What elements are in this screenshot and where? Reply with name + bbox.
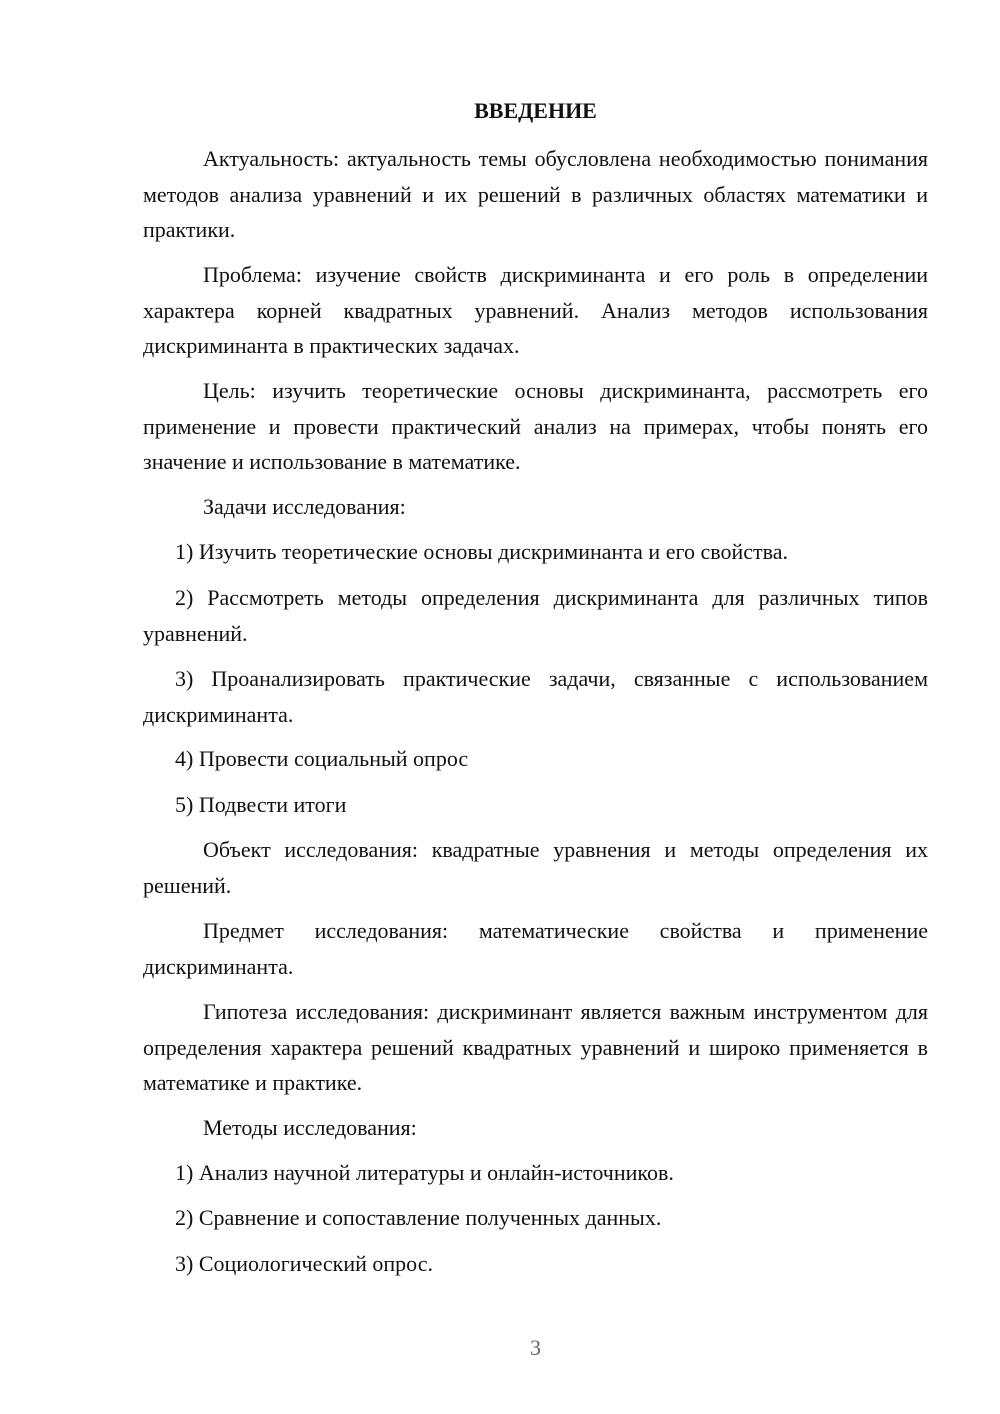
page-title: ВВЕДЕНИЕ <box>474 98 597 123</box>
list-item-method-3: 3) Социологический опрос. <box>175 1251 433 1276</box>
paragraph-object: Объект исследования: квадратные уравнения и методы определения их решений. <box>143 837 928 898</box>
paragraph-problem: Проблема: изучение свойств дискриминанта и его роль в определении характера корней квадратных уравнений. Анализ методов использования дискриминанта в практических задачах. <box>143 262 928 358</box>
paragraph-hypothesis: Гипотеза исследования: дискриминант является важным инструментом для определения характера решений квадратных уравнений и широко применяется в математике и практике. <box>143 999 928 1095</box>
paragraph-goal: Цель: изучить теоретические основы дискриминанта, рассмотреть его применение и провести практический анализ на примерах, чтобы понять его значение и использование в математике. <box>143 378 928 474</box>
document-page <box>143 0 928 1414</box>
paragraph-relevance: Актуальность: актуальность темы обусловлена необходимостью понимания методов анализа уравнений и их решений в различных областях математики и практики. <box>143 146 928 242</box>
list-item-task-4: 4) Провести социальный опрос <box>175 746 469 771</box>
list-item-task-1: 1) Изучить теоретические основы дискриминанта и его свойства. <box>175 539 788 564</box>
list-item-method-1: 1) Анализ научной литературы и онлайн-источников. <box>175 1160 674 1185</box>
paragraph-methods-heading: Методы исследования: <box>203 1115 417 1140</box>
list-item-method-2: 2) Сравнение и сопоставление полученных данных. <box>175 1205 662 1230</box>
paragraph-subject: Предмет исследования: математические свойства и применение дискриминанта. <box>143 918 928 979</box>
list-item-task-2: 2) Рассмотреть методы определения дискриминанта для различных типов уравнений. <box>143 585 928 646</box>
paragraph-tasks-heading: Задачи исследования: <box>203 494 406 519</box>
list-item-task-3: 3) Проанализировать практические задачи, связанные с использованием дискриминанта. <box>143 666 928 727</box>
page-number: 3 <box>530 1335 541 1360</box>
list-item-task-5: 5) Подвести итоги <box>175 792 347 817</box>
